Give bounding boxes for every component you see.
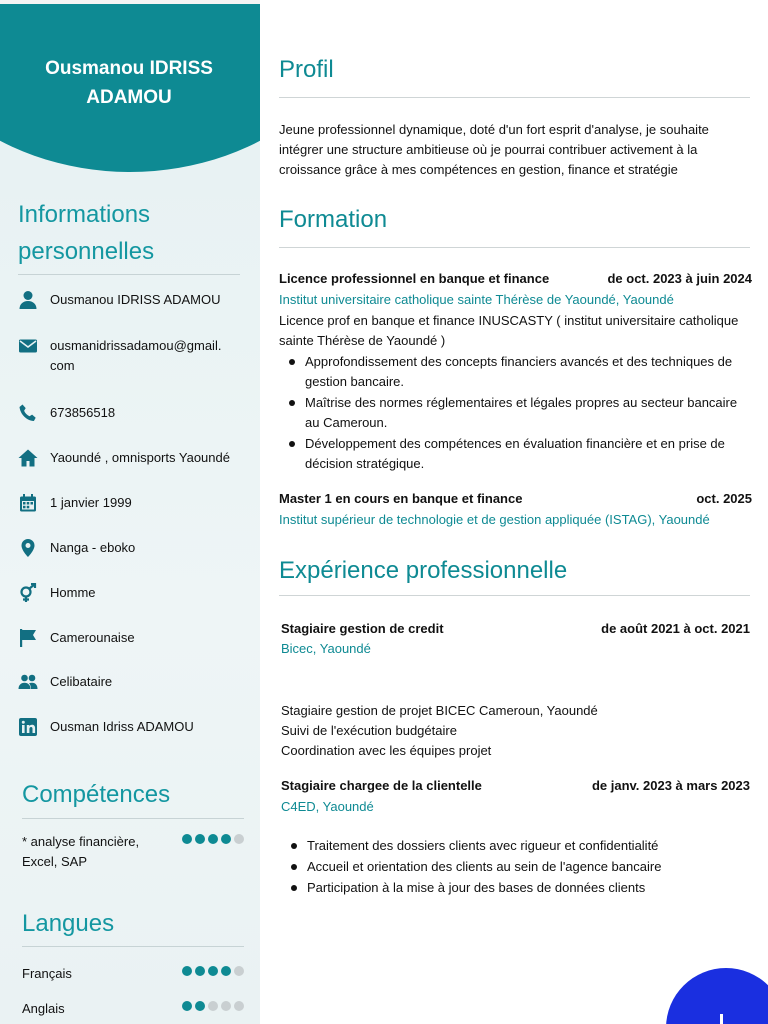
info-item-phone[interactable]: 673856518: [18, 403, 248, 423]
list-item: Approfondissement des concepts financiers avancés et des techniques de gestion bancaire.: [279, 352, 739, 392]
info-item-birthplace: Nanga - eboko: [18, 538, 248, 558]
language-item-english: Anglais: [22, 999, 244, 1019]
language-level-dots: [182, 1001, 244, 1011]
list-item: Maîtrise des normes réglementaires et légales propres au secteur bancaire au Cameroun.: [279, 393, 739, 433]
level-dot-filled: [208, 834, 218, 844]
info-item-email[interactable]: ousmanidrissadamou@gmail. com: [18, 336, 248, 376]
divider: [279, 97, 750, 98]
info-item-address: Yaoundé , omnisports Yaoundé: [18, 448, 248, 468]
divider: [279, 247, 750, 248]
main-content: [260, 0, 768, 1024]
education-degree: Master 1 en cours en banque et finance: [279, 491, 523, 506]
skill-level-dots: [182, 834, 244, 844]
list-item: Traitement des dossiers clients avec rigueur et confidentialité: [281, 836, 741, 856]
location-pin-icon: [18, 538, 38, 558]
experience-line: Suivi de l'exécution budgétaire: [281, 723, 457, 738]
language-level-dots: [182, 966, 244, 976]
info-item-marital-status: Celibataire: [18, 672, 248, 692]
list-item: Participation à la mise à jour des bases de données clients: [281, 878, 741, 898]
education-bullets: [279, 352, 739, 475]
candidate-name: Ousmanou IDRISS ADAMOU: [45, 58, 213, 108]
education-section-title: Formation: [279, 206, 388, 233]
level-dot-filled: [182, 834, 192, 844]
education-description: Licence prof en banque et finance INUSCASTY ( institut universitaire catholique sainte Thérèse de Yaoundé ): [279, 313, 739, 348]
education-school: Institut supérieur de technologie et de gestion appliquée (ISTAG), Yaoundé: [279, 512, 710, 527]
info-section-title: Informations personnelles: [18, 201, 155, 265]
experience-company: C4ED, Yaoundé: [281, 799, 374, 814]
person-icon: [18, 290, 38, 310]
level-dot-filled: [195, 1001, 205, 1011]
level-dot-empty: [208, 1001, 218, 1011]
education-dates: de oct. 2023 à juin 2024: [607, 271, 752, 286]
level-dot-filled: [195, 966, 205, 976]
list-item: Accueil et orientation des clients au sein de l'agence bancaire: [281, 857, 741, 877]
gender-icon: [18, 583, 38, 603]
experience-section-title: Expérience professionnelle: [279, 557, 568, 584]
flag-icon: [18, 628, 38, 648]
home-icon: [18, 448, 38, 468]
phone-icon: [18, 403, 38, 423]
level-dot-filled: [195, 834, 205, 844]
experience-line: Coordination avec les équipes projet: [281, 743, 492, 758]
info-item-gender: Homme: [18, 583, 248, 603]
info-item-nationality: Camerounaise: [18, 628, 248, 648]
plus-icon: [720, 1014, 723, 1024]
divider: [279, 595, 750, 596]
education-degree: Licence professionnel en banque et finance: [279, 271, 550, 286]
profile-section-title: Profil: [279, 56, 334, 83]
level-dot-filled: [182, 1001, 192, 1011]
level-dot-filled: [221, 834, 231, 844]
skill-item: * analyse financière, Excel, SAP: [22, 832, 244, 872]
education-dates: oct. 2025: [696, 491, 752, 506]
calendar-icon: [18, 493, 38, 513]
experience-bullets: [281, 836, 741, 899]
experience-company: Bicec, Yaoundé: [281, 641, 371, 656]
skills-section-title: Compétences: [22, 781, 171, 808]
sidebar: [0, 4, 260, 1024]
experience-line: Stagiaire gestion de projet BICEC Cameroun, Yaoundé: [281, 703, 598, 718]
list-item: Développement des compétences en évaluation financière et en prise de décision stratégique.: [279, 434, 739, 474]
language-item-french: Français: [22, 964, 244, 984]
linkedin-icon: [18, 717, 38, 737]
level-dot-filled: [182, 966, 192, 976]
level-dot-empty: [234, 966, 244, 976]
experience-role: Stagiaire chargee de la clientelle: [281, 778, 482, 793]
level-dot-filled: [221, 966, 231, 976]
level-dot-empty: [221, 1001, 231, 1011]
level-dot-empty: [234, 834, 244, 844]
email-icon: [18, 336, 38, 356]
divider: [22, 946, 244, 947]
experience-role: Stagiaire gestion de credit: [281, 621, 444, 636]
education-school: Institut universitaire catholique sainte Thérèse de Yaoundé, Yaoundé: [279, 292, 674, 307]
info-item-name: Ousmanou IDRISS ADAMOU: [18, 290, 248, 310]
info-item-birthdate: 1 janvier 1999: [18, 493, 248, 513]
profile-text: Jeune professionnel dynamique, doté d'un fort esprit d'analyse, je souhaite intégrer une structure ambitieuse où je pourrai contribuer activement à la croissance grâce à mes compétences en gestion, finance et stratégie: [279, 122, 709, 177]
experience-dates: de août 2021 à oct. 2021: [601, 621, 750, 636]
divider: [22, 818, 244, 819]
experience-dates: de janv. 2023 à mars 2023: [591, 778, 750, 793]
level-dot-empty: [234, 1001, 244, 1011]
people-icon: [18, 672, 38, 692]
info-item-linkedin[interactable]: Ousman Idriss ADAMOU: [18, 717, 248, 737]
languages-section-title: Langues: [22, 910, 115, 937]
divider: [18, 274, 240, 275]
level-dot-filled: [208, 966, 218, 976]
